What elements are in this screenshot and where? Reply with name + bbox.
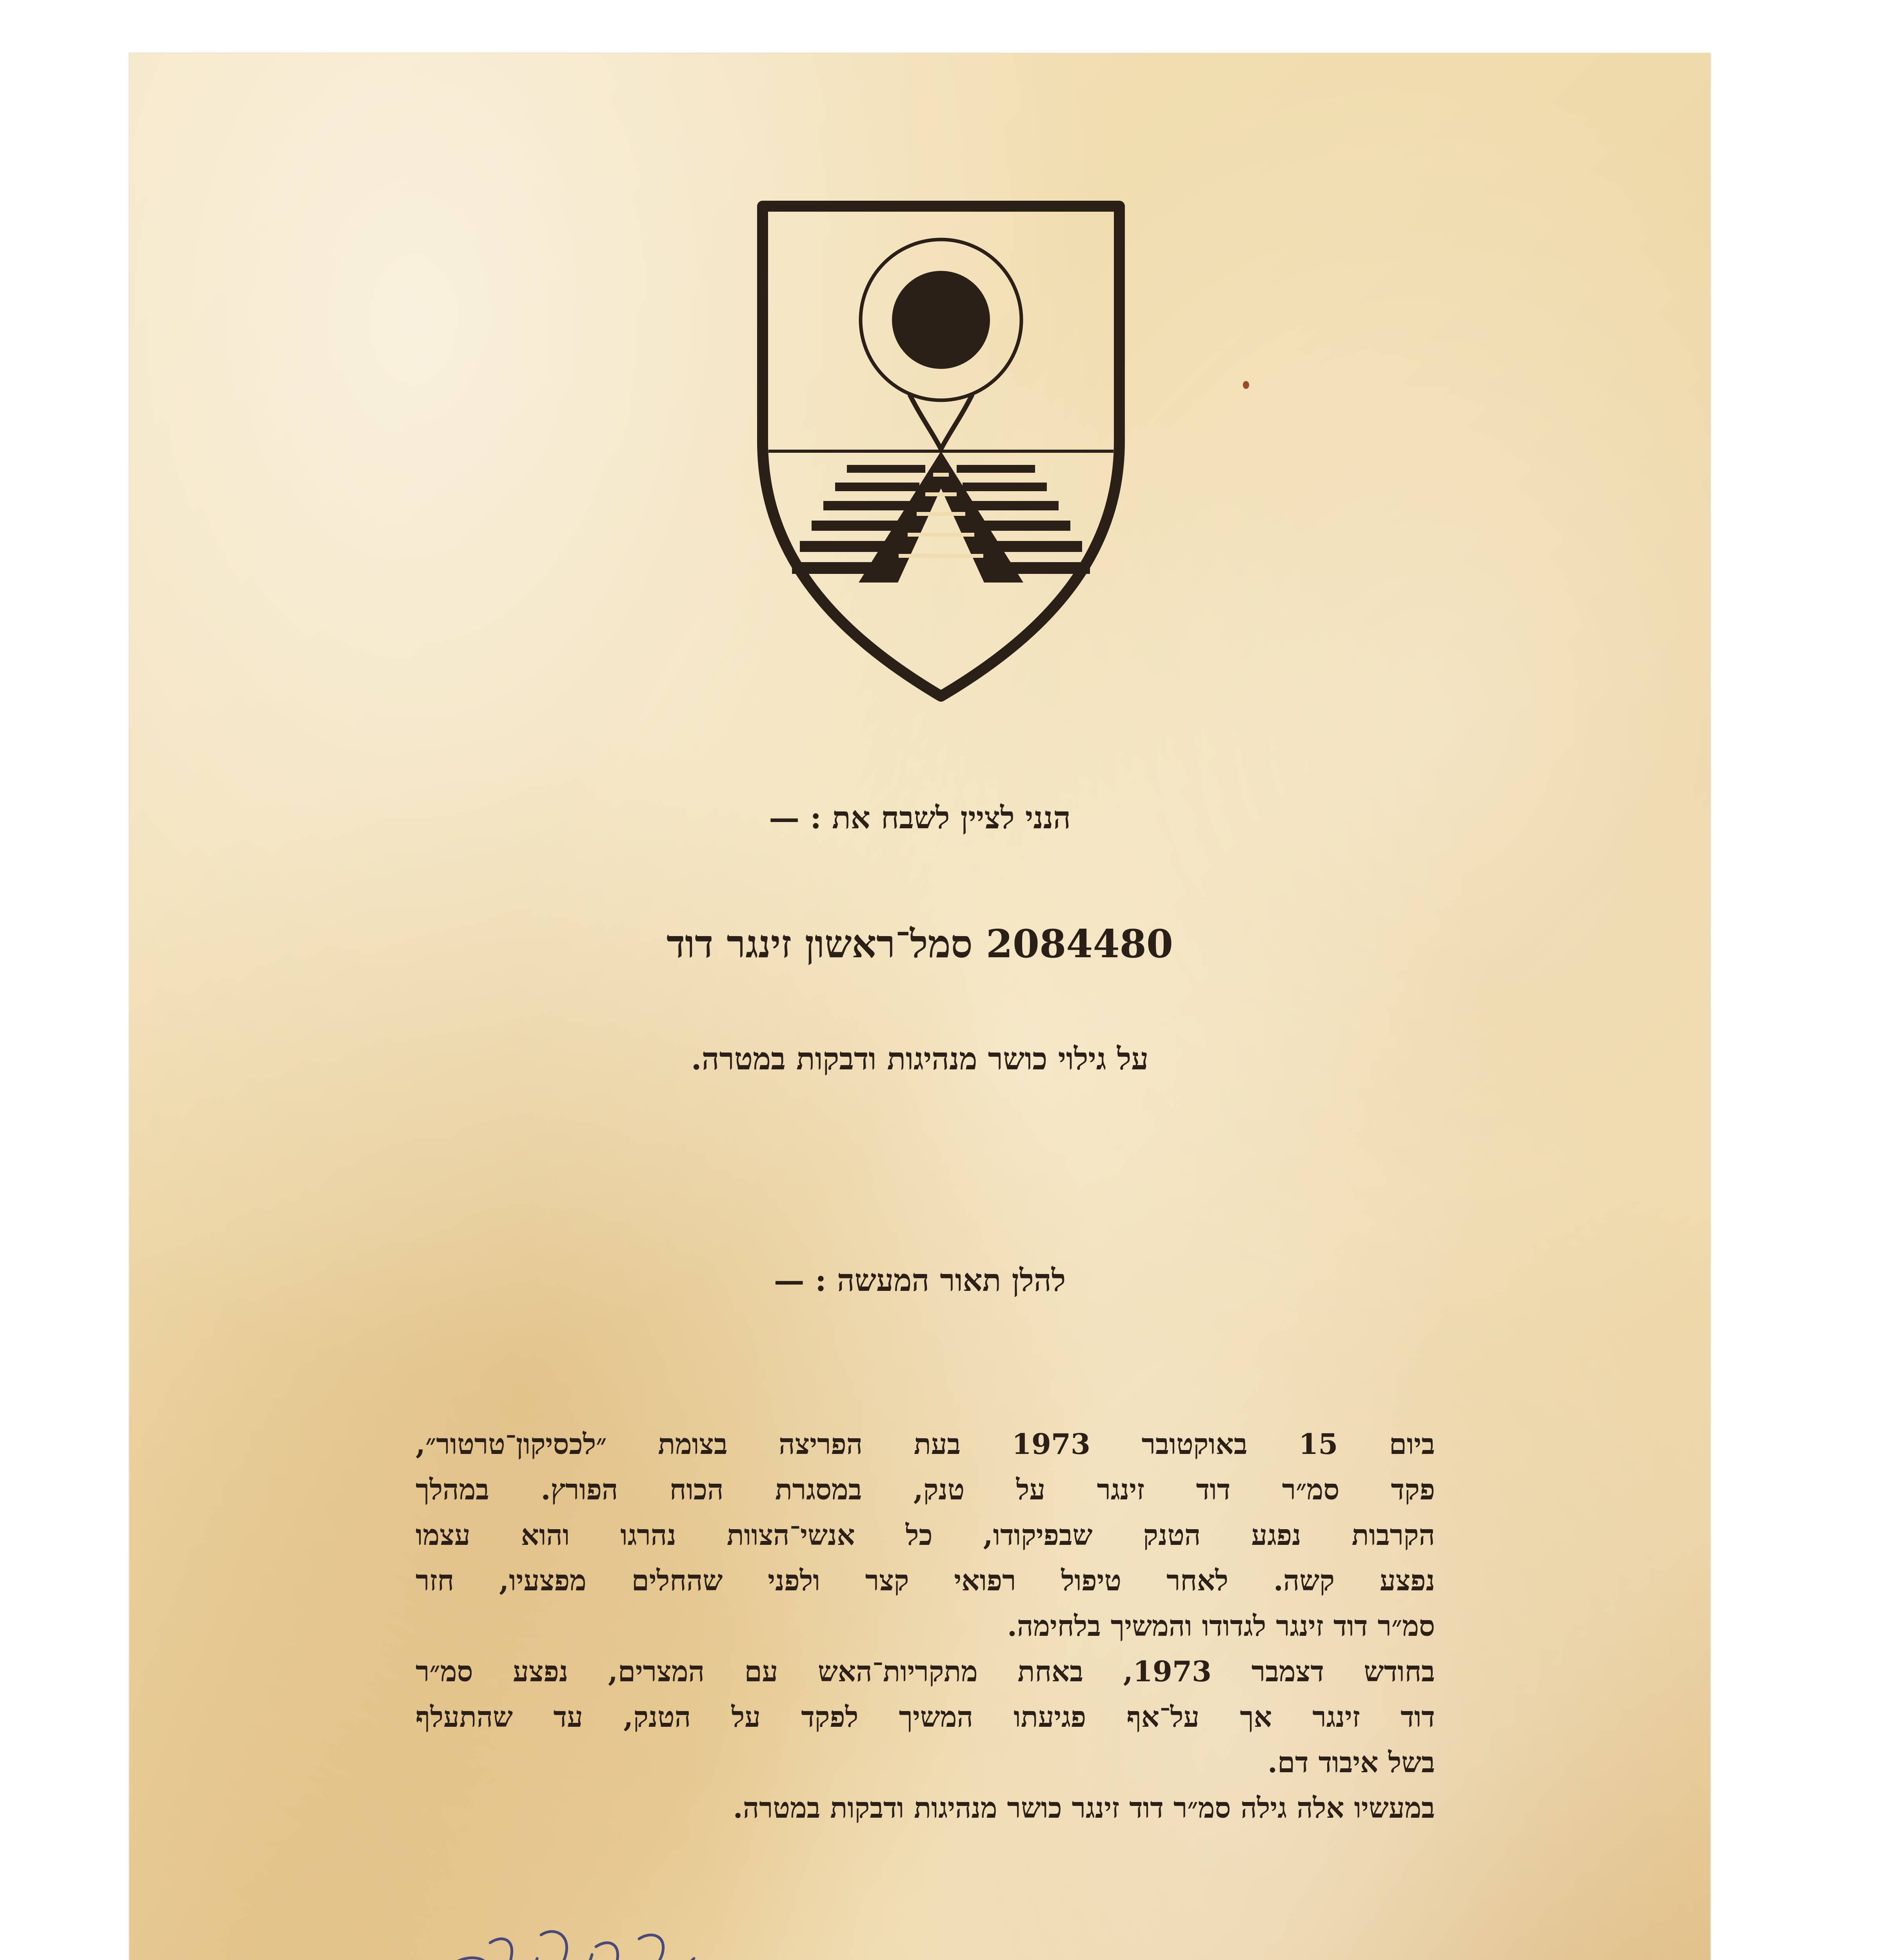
commendation-reason: על גילוי כושר מנהיגות ודבקות במטרה. [691, 1041, 1149, 1077]
body-line: בשל איבוד דם. [1268, 1746, 1435, 1779]
body-line: סמ״ר דוד זינגר לגדודו והמשיך בלחימה. [1007, 1609, 1435, 1642]
description-body [416, 1421, 1435, 1831]
body-line: במעשיו אלה גילה סמ״ר דוד זינגר כושר מנהיגות ודבקות במטרה. [733, 1791, 1435, 1824]
body-line: ביום 15 באוקטובר 1973 בעת הפריצה בצומת ״לכסיקון־טרטור״, [416, 1427, 1435, 1461]
body-line: דוד זינגר אך על־אף פגיעתו המשיך לפקד על הטנק, עד שהתעלף [416, 1700, 1435, 1733]
description-heading: להלן תאור המעשה : — [774, 1263, 1066, 1298]
brigade-shield-emblem-icon [749, 191, 1133, 712]
commendation-intro: הנני לציין לשבח את : — [769, 800, 1071, 836]
body-line: פקד סמ״ר דוד זינגר על טנק, במסגרת הכוח הפורץ. במהלך [416, 1473, 1435, 1506]
signature-block [404, 1911, 843, 1960]
handwritten-signature [412, 1911, 749, 1960]
certificate-sheet [129, 53, 1710, 1960]
recipient-name: 2084480 סמל־ראשון זינגר דוד [666, 922, 1173, 967]
body-line: בחודש דצמבר 1973, באחת מתקריות־האש עם המצרים, נפצע סמ״ר [416, 1655, 1435, 1688]
body-line: נפצע קשה. לאחר טיפול רפואי קצר ולפני שהחלים מפצעיו, חזר [416, 1564, 1435, 1597]
ink-speck [1243, 381, 1249, 389]
body-line: הקרבות נפגע הטנק שבפיקודו, כל אנשי־הצוות נהרגו והוא עצמו [416, 1518, 1435, 1552]
